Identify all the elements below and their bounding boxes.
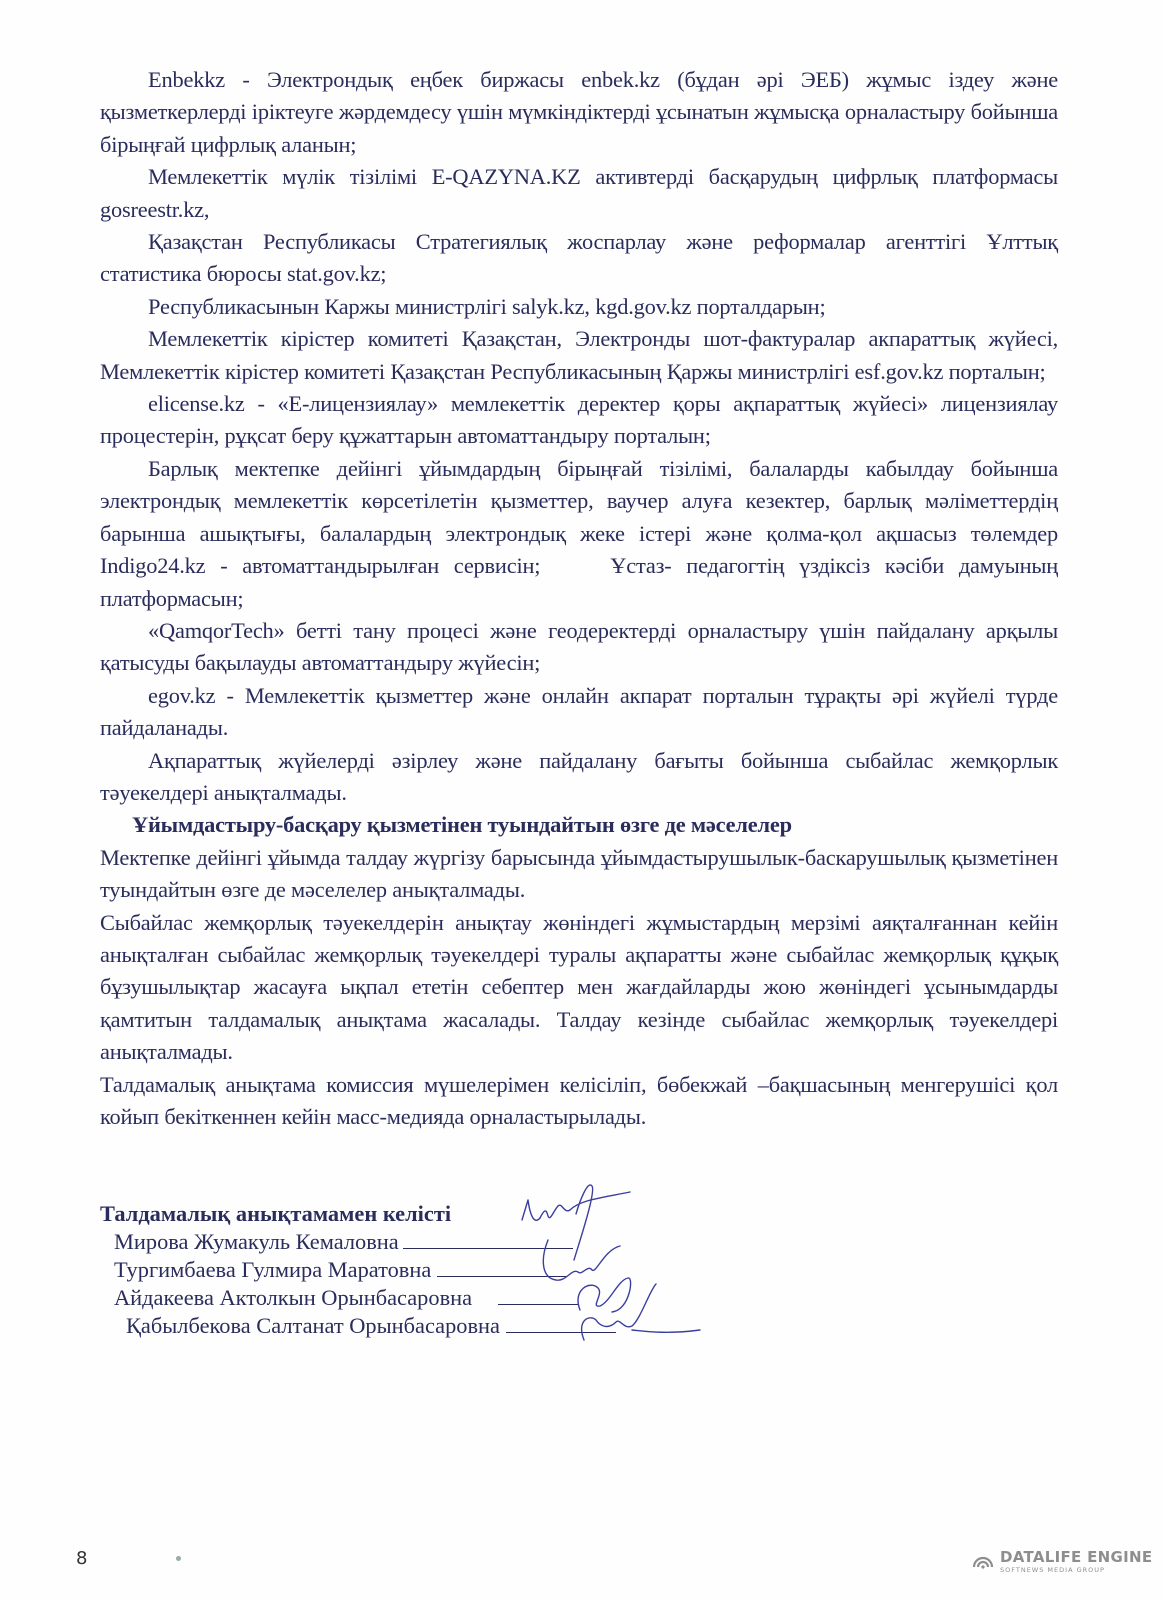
section-heading: Ұйымдастыру-басқару қызметінен туындайтын өзге де мәселелер [132,812,792,838]
datalife-logo-icon [972,1553,994,1571]
signatory-name: Айдакеева Актолкын Орынбасаровна [114,1285,473,1310]
paragraph-salyk: Республикасынын Каржы министрлігі salyk.kz, kgd.gov.kz порталдарын; [148,293,826,319]
section-paragraph-3: Талдамалық анықтама комиссия мүшелерімен келісіліп, бөбекжай –бақшасының менгерушісі қол койып бекіткеннен кейін масс-медияда орналастырылады. [100,1071,1058,1129]
signature-2 [543,1240,620,1280]
paragraph-egov: egov.kz - Мемлекеттік қызметтер және онлайн акпарат порталын тұрақты әрі жүйелі түрде пайдаланады. [100,682,1058,741]
section-paragraph-1: Мектепке дейінгі ұйымда талдау жүргізу барысында ұйымдастырушылык-баскарушылық қызметінен туындайтын өзге де мәселелер анықталмады. [100,844,1058,903]
paragraph-qamqortech: «QamqorTech» бетті тану процесі және геодеректерді орналастыру үшін пайдалану арқылы қатысуды бақылауды автоматтандыру жүйесін; [100,617,1058,676]
paragraph-stat: Қазақстан Республикасы Стратегиялық жоспарлау және реформалар агенттігі Ұлттық статистика бюросы stat.gov.kz; [100,229,1058,287]
watermark [972,1550,1152,1574]
paragraph-ustaz: Ұстаз- педагогтің үздіксіз кәсіби дамуының платформасын; [100,553,1059,611]
paragraph-it-risks: Ақпараттық жүйелерді әзірлеу және пайдалану бағыты бойынша сыбайлас жемқорлык тәуекелдері анықталмады. [100,747,1058,805]
paragraph-indigo-text: Барлық мектепке дейінгі ұйымдардың бірыңғай тізілімі, балаларды кабылдау бойынша электрондық мемлекеттік көрсетілетін қызметтер, ваучер алуға кезектер, барлық мәліметтердің барынша ашықтығы, балалардың электрондық жеке істері және қолма-қол ақшасыз төлемдер Indigo24.kz - автоматтандырылған сервисін; [100,455,1058,579]
handwritten-signatures [500,1180,740,1350]
paragraph-elicense: elicense.kz - «Е-лицензиялау» мемлекеттік деректер қоры ақпараттық жүйесі» лицензиялау процестерін, рұқсат беру құжаттарын автоматтандыру порталын; [100,391,1058,449]
paragraph-enbek: Enbekkz - Электрондық еңбек биржасы enbek.kz (бұдан әрі ЭЕБ) жұмыс іздеу және қызметкерлерді іріктеуге жәрдемдесу үшін мүмкіндіктерді ұсынатын жұмысқа орналастыру бойынша бірыңғай цифрлық аланын; [100,67,1058,157]
paragraph-indigo [100,453,1058,615]
paragraph-qazyna: Мемлекеттік мүлік тізілімі E-QAZYNA.KZ активтерді басқарудың цифрлық платформасы gosreestr.kz, [100,164,1058,222]
watermark-text [1000,1550,1152,1574]
signatory-name: Қабылбекова Салтанат Орынбасаровна [126,1313,500,1338]
signatory-name: Мирова Жумакуль Кемаловна [114,1229,399,1254]
document-body [100,64,1058,1133]
page-number: 8 [76,1548,88,1569]
watermark-title: DATALIFE ENGINE [1000,1548,1153,1566]
paragraph-esf: Мемлекеттік кірістер комитеті Қазақстан, Электронды шот-фактуралар акпараттық жүйесі, Мемлекеттік кірістер комитеті Қазақстан Республикасының Қаржы министрлігі esf.gov.kz порталын; [100,326,1058,384]
scan-speck [176,1556,181,1561]
signatory-name: Тургимбаева Гулмира Маратовна [114,1257,432,1282]
approval-title: Талдамалық анықтамамен келісті [100,1201,452,1226]
watermark-subtitle: SOFTNEWS MEDIA GROUP [1000,1566,1105,1574]
signature-3 [578,1278,631,1312]
section-paragraph-2: Сыбайлас жемқорлық тәуекелдерін анықтау жөніндегі жұмыстардың мерзімі аяқталғаннан кейін анықталған сыбайлас жемқорлық тәуекелдері туралы ақпаратты және сыбайлас жемқорлық құқық бұзушылықтар жасауға ықпал ететін себептер мен жағдайларды жою жөніндегі ұсынымдарды қамтитын талдамалық анықтама жасалады. Талдау кезінде сыбайлас жемқорлық тәуекелдері анықталмады. [100,909,1058,1065]
